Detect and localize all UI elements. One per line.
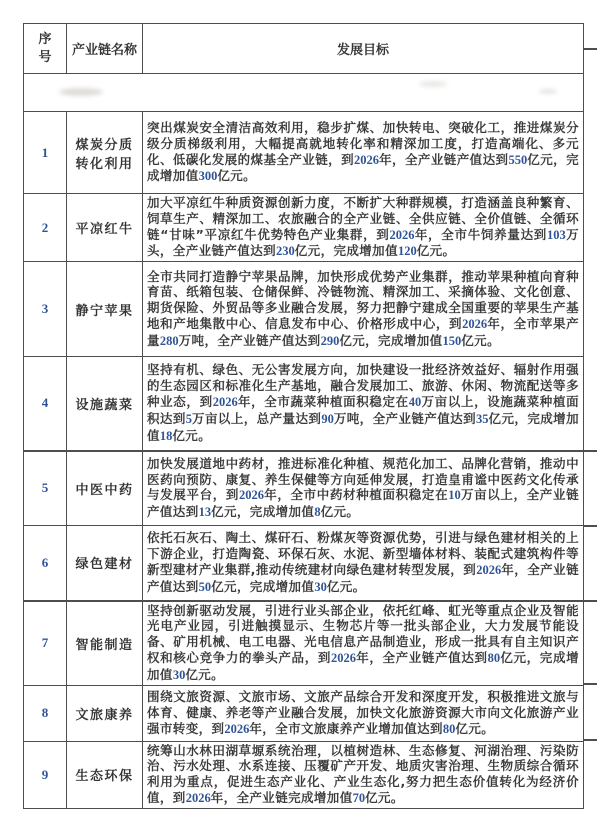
scan-artifact-tick <box>583 450 597 452</box>
development-goal-text: 依托石灰石、陶土、煤矸石、粉煤灰等资源优势，引进与绿色建材相关的上下游企业，打造陶瓷、环保石灰、水泥、新型墙体材料、装配式建筑构件等新型建材产业集群,推动传统建材向绿色建材转型发展，到2026年，全产业链产值达到50亿元，完成增加值30亿元。 <box>143 526 584 601</box>
table-row <box>24 357 584 451</box>
empty-merged-cell <box>24 74 584 112</box>
development-goal-text: 统筹山水林田湖草塬系统治理，以植树造林、生态修复、河湖治理、污染防治、污水处理、水系连接、压覆矿产开发、地质灾害治理、生物质综合循环利用为重点，促进生态产业化、产业生态化,努力把生态价值转化为经济价值，到2026年，全产业链完成增加值70亿元。 <box>143 741 584 808</box>
row-serial-number: 3 <box>24 262 67 357</box>
header-row <box>24 24 584 74</box>
industry-chain-name: 绿色建材 <box>67 526 143 601</box>
table-row <box>24 685 584 741</box>
scan-artifact-tick <box>583 600 597 602</box>
industry-chain-table <box>23 23 584 809</box>
scan-smudge <box>539 89 557 94</box>
development-goal-text: 围绕文旅资源、文旅市场、文旅产品综合开发和深度开发，积极推进文旅与体育、健康、养老等产业融合发展，加快文化旅游资源大市向文化旅游产业强市转变，到2026年，全市文旅康养产业增加值达到80亿元。 <box>143 685 584 741</box>
industry-chain-name: 煤炭分质转化利用 <box>67 112 143 194</box>
scan-artifact-tick <box>583 683 597 685</box>
row-serial-number: 4 <box>24 357 67 451</box>
header-serial-number-label: 序号 <box>38 31 52 65</box>
header-chain-name: 产业链名称 <box>67 24 143 74</box>
industry-chain-name: 设施蔬菜 <box>67 357 143 451</box>
industry-chain-name: 文旅康养 <box>67 685 143 741</box>
scan-smudge <box>59 88 103 96</box>
scan-smudge <box>419 81 447 87</box>
table-body <box>24 112 584 809</box>
development-goal-text: 坚持创新驱动发展，引进行业头部企业，依托红峰、虹光等重点企业及智能光电产业园，引进触摸显示、生物芯片等一批头部企业，大力发展节能设备、矿用机械、电工电器、光电信息产品制造业，形成一批具有自主知识产权和核心竞争力的拳头产品，到2026年，全产业链产值达到80亿元，完成增加值30亿元。 <box>143 601 584 685</box>
table-row <box>24 112 584 194</box>
industry-chain-name: 静宁苹果 <box>67 262 143 357</box>
scan-artifact-tick <box>583 739 597 741</box>
development-goal-text: 加大平凉红牛种质资源创新力度，不断扩大种群规模，打造涵盖良种繁育、饲草生产、精深加工、农旅融合的全产业链、全供应链、全价值链、全循环链“甘味”平凉红牛优势特色产业集群，到2026年，全市牛饲养量达到103万头，全产业链产值达到230亿元，完成增加值120亿元。 <box>143 194 584 262</box>
development-goal-text: 坚持有机、绿色、无公害发展方向，加快建设一批经济效益好、辐射作用强的生态园区和标准化生产基地，融合发展加工、旅游、休闲、物流配送等多种业态，到2026年，全市蔬菜种植面积稳定在40万亩以上，设施蔬菜种植面积达到5万亩以上，总产量达到90万吨，全产业链产值达到35亿元，完成增加值18亿元。 <box>143 357 584 451</box>
table-row <box>24 601 584 685</box>
row-serial-number: 1 <box>24 112 67 194</box>
row-serial-number: 9 <box>24 741 67 808</box>
empty-row <box>24 74 584 112</box>
industry-chain-name: 智能制造 <box>67 601 143 685</box>
table-row <box>24 262 584 357</box>
table-row <box>24 451 584 526</box>
development-goal-text: 全市共同打造静宁苹果品牌，加快形成优势产业集群，推动苹果种植向育种育苗、纸箱包装、仓储保鲜、冷链物流、精深加工、采摘体验、文化创意、期货保险、外贸品等多业融合发展，努力把静宁建成全国重要的苹果生产基地和产地集散中心、信息发布中心、价格形成中心，到2026年，全市苹果产量280万吨，全产业链产值达到290亿元，完成增加值150亿元。 <box>143 262 584 357</box>
header-development-goal: 发展目标 <box>143 24 584 74</box>
table-row <box>24 741 584 808</box>
scan-artifact-tick <box>583 525 597 527</box>
scan-artifact-tick <box>583 48 597 50</box>
industry-chain-name: 生态环保 <box>67 741 143 808</box>
development-goal-text: 突出煤炭安全清洁高效利用，稳步扩煤、加快转电、突破化工，推进煤炭分级分质梯级利用，大幅提高就地转化率和精深加工度，打造高端化、多元化、低碳化发展的煤基全产业链，到2026年，全产业链产值达到550亿元，完成增加值300亿元。 <box>143 112 584 194</box>
row-serial-number: 7 <box>24 601 67 685</box>
industry-chain-name: 中医中药 <box>67 451 143 526</box>
row-serial-number: 2 <box>24 194 67 262</box>
development-goal-text: 加快发展道地中药材，推进标准化种植、规范化加工、品牌化营销，推动中医药向预防、康复、养生保健等方向延伸发展，打造皇甫谧中医药文化传承与发展平台，到2026年，全市中药材种植面积稳定在10万亩以上，全产业链产值达到13亿元，完成增加值8亿元。 <box>143 451 584 526</box>
header-serial-number <box>24 24 67 74</box>
table-row <box>24 194 584 262</box>
industry-chain-name: 平凉红牛 <box>67 194 143 262</box>
table-row <box>24 526 584 601</box>
row-serial-number: 5 <box>24 451 67 526</box>
row-serial-number: 8 <box>24 685 67 741</box>
row-serial-number: 6 <box>24 526 67 601</box>
